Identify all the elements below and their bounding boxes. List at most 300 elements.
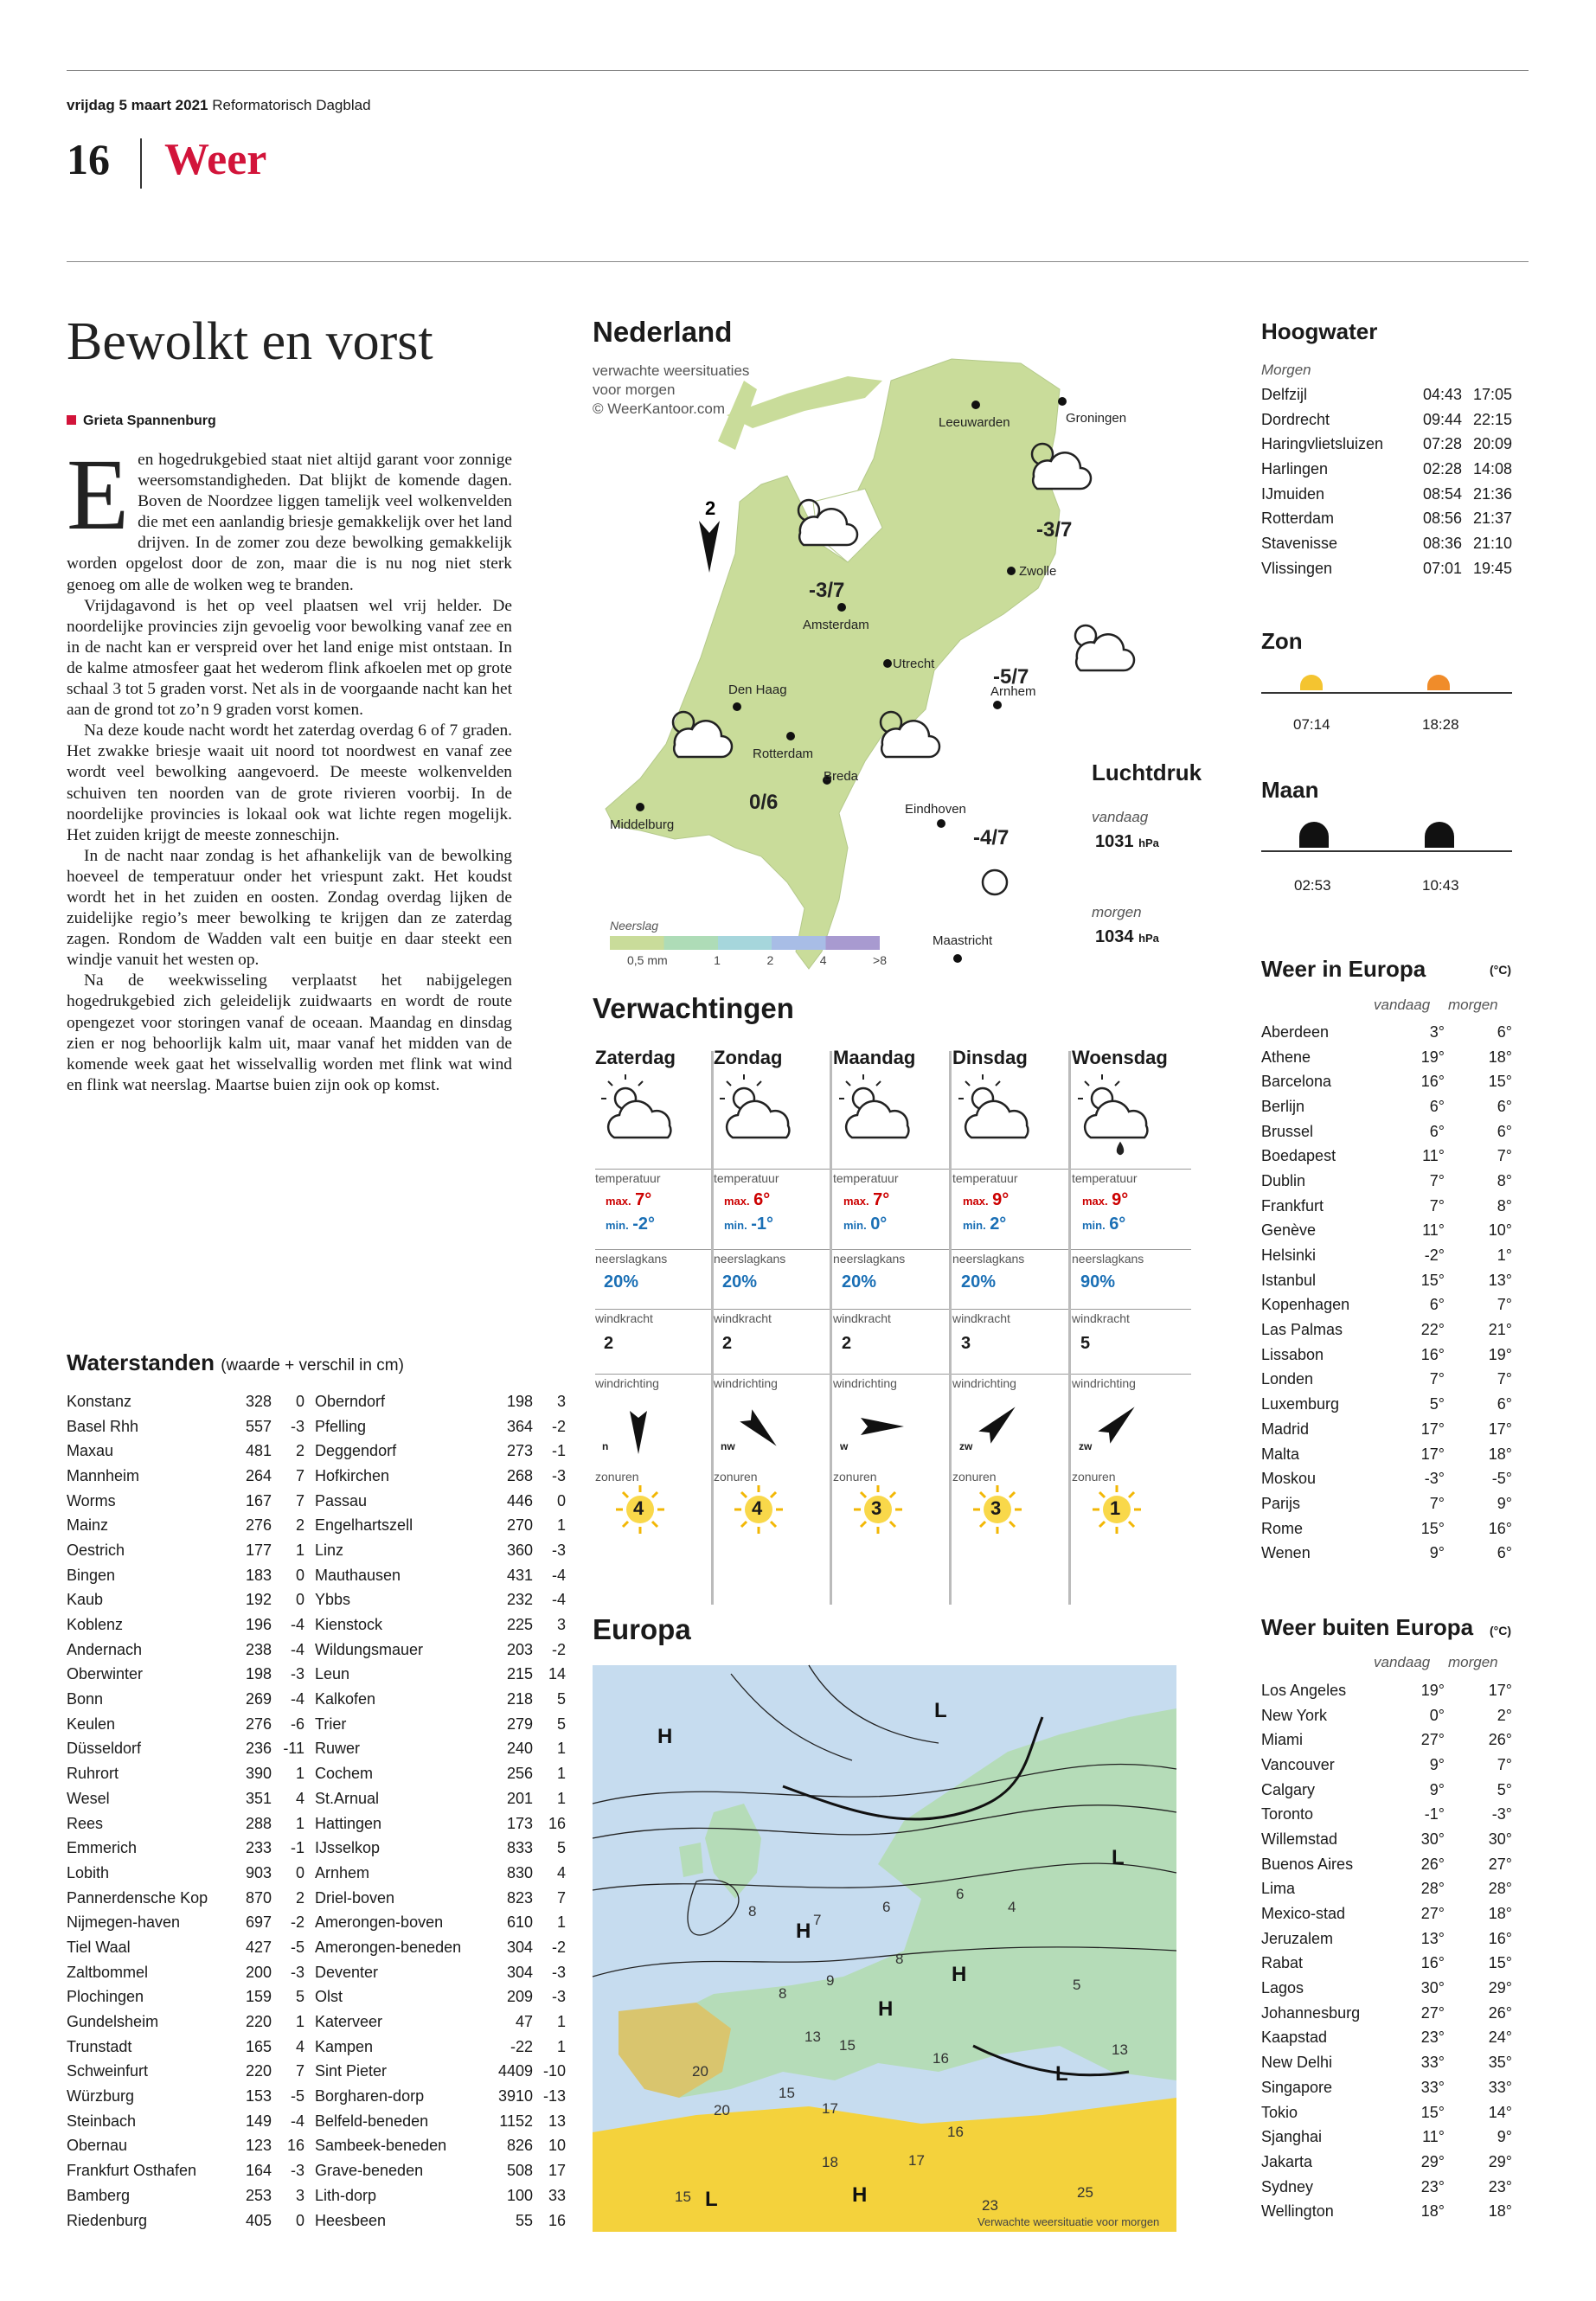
table-cell: Buenos Aires	[1261, 1855, 1354, 1873]
table-row	[1261, 1466, 1512, 1491]
table-cell: Worms	[67, 1491, 116, 1509]
sun-icon	[714, 1484, 783, 1535]
table-row	[315, 2183, 566, 2208]
table-row	[1261, 2150, 1512, 2175]
table-cell: 481	[245, 1442, 272, 1460]
table-row	[1261, 1877, 1512, 1902]
table-cell: -3	[290, 2162, 304, 2180]
table-cell: -1	[551, 1442, 566, 1460]
wind-force: 5	[1080, 1334, 1091, 1353]
table-cell: Olst	[315, 1988, 343, 2006]
table-cell: -11	[283, 1740, 304, 1758]
table-cell: Heesbeen	[315, 2211, 387, 2229]
paragraph: Vrijdagavond is het op veel plaatsen wel vrij helder. De noordelijke provincies zijn gevoelig voor bewolking vanaf zee en in de nacht kan er verspreid over het land enige mist ontstaan. In de kalme atmosfeer gaat het wederom flink afkoelen met op grote schaal 3 tot 5 graden vorst. Net als in de voorgaande nacht kan het aan de grond tot zo’n 9 graden vorst komen.	[67, 596, 512, 720]
table-row	[315, 1663, 566, 1688]
table-cell: 23°	[1420, 2177, 1445, 2195]
rain-chance: 20%	[961, 1272, 997, 1292]
table-cell: 5	[556, 1690, 566, 1708]
direction-text: nw	[721, 1440, 735, 1452]
table-cell: Gundelsheim	[67, 2013, 159, 2031]
table-cell: Deggendorf	[315, 1442, 397, 1460]
table-cell: Keulen	[67, 1715, 116, 1733]
table-cell: 9°	[1429, 1544, 1445, 1562]
table-cell: -4	[290, 1616, 304, 1634]
table-cell: 28°	[1488, 1880, 1512, 1898]
table-cell: 18°	[1488, 2202, 1512, 2221]
table-row	[315, 1439, 566, 1464]
paragraph: Na deze koude nacht wordt het zaterdag overdag 6 of 7 graden. Het zwakke briesje waait uit noord tot noordwest en vanaf zee wordt veel bewolking aangevoerd. De meeste wolkenvelden schuiven ten noorden van de grote rivieren voorbij. In de noordelijke provincies is lokaal ook wat lichte regen mogelijk. Het zuiden krijgt de meeste zonneschijn.	[67, 721, 512, 844]
table-cell: 2	[295, 1516, 304, 1535]
table-cell: Koblenz	[67, 1616, 124, 1634]
table-cell: 30°	[1420, 1830, 1445, 1848]
table-cell: -2	[551, 1417, 566, 1435]
table-cell: Basel Rhh	[67, 1417, 139, 1435]
temp-label: temperatuur	[714, 1169, 833, 1185]
maan-title: Maan	[1261, 777, 1319, 803]
city-label: Zwolle	[1019, 564, 1057, 579]
sun-hours: 3	[871, 1497, 882, 1519]
temp-label: 16	[933, 2050, 949, 2067]
table-row	[67, 1737, 304, 1762]
table-row	[315, 1638, 566, 1663]
table-cell: 5	[556, 1715, 566, 1733]
sunrise-icon	[1300, 675, 1323, 690]
table-cell: 100	[506, 2186, 533, 2204]
table-cell: 6°	[1497, 1544, 1512, 1562]
city-label: Utrecht	[893, 657, 935, 671]
pressure-label: L	[934, 1699, 947, 1722]
table-cell: Dublin	[1261, 1171, 1306, 1189]
table-cell: 6°	[1497, 1097, 1512, 1115]
table-cell: 1	[295, 1765, 304, 1783]
table-cell: -3	[551, 1988, 566, 2006]
table-cell: Barcelona	[1261, 1073, 1332, 1091]
top-rule	[67, 70, 1529, 71]
table-cell: Mexico-stad	[1261, 1905, 1346, 1923]
table-cell: Oberwinter	[67, 1665, 144, 1683]
table-cell: -4	[551, 1566, 566, 1584]
direction-label: windrichting	[595, 1374, 715, 1390]
table-cell: Maxau	[67, 1442, 114, 1460]
table-cell: 201	[506, 1789, 533, 1807]
table-cell: 3	[295, 2186, 304, 2204]
table-cell: 2	[295, 1888, 304, 1907]
table-cell: Cochem	[315, 1765, 374, 1783]
table-row	[1261, 1852, 1512, 1877]
table-row	[315, 1861, 566, 1886]
nederland-title: Nederland	[593, 316, 733, 348]
table-cell: 288	[245, 1814, 272, 1832]
table-cell: Helsinki	[1261, 1247, 1317, 1265]
table-cell: Frankfurt Osthafen	[67, 2162, 197, 2180]
table-cell: 29°	[1488, 2152, 1512, 2170]
table-cell: Calgary	[1261, 1780, 1316, 1798]
table-cell: Rabat	[1261, 1954, 1304, 1972]
sun-icon	[833, 1484, 902, 1535]
table-cell: 22:15	[1472, 410, 1512, 428]
table-cell: 15°	[1420, 1271, 1445, 1289]
table-cell: Athene	[1261, 1048, 1311, 1066]
table-cell: 196	[245, 1616, 272, 1634]
table-cell: 15°	[1420, 2103, 1445, 2121]
max-label: max.	[606, 1195, 631, 1208]
table-row	[315, 1489, 566, 1514]
table-cell: 7°	[1429, 1494, 1445, 1512]
max-label: max.	[1082, 1195, 1108, 1208]
city-label: Eindhoven	[905, 802, 966, 817]
paragraph: In de nacht naar zondag is het afhankelijk van de bewolking hoeveel de temperatuur onder het vriespunt zakt. Het koudst wordt het in het zuiden en oosten. Zondag overdag lijken de zuidelijke regio’s meer bewolking te krijgen dan ze zaterdag zagen. Rondom de Wadden valt een buitje en daar steekt een windje vanuit het westen op.	[67, 846, 512, 970]
table-row	[67, 2158, 304, 2183]
table-cell: Haringvlietsluizen	[1261, 435, 1384, 453]
sunset-icon	[1427, 675, 1450, 690]
temp-label: 4	[1008, 1899, 1016, 1915]
col-tomorrow: morgen	[1448, 1654, 1498, 1670]
table-row	[315, 1811, 566, 1836]
day-name: Woensdag	[1072, 1047, 1168, 1068]
table-cell: 3	[556, 1616, 566, 1634]
table-cell: Singapore	[1261, 2078, 1333, 2096]
table-row	[1261, 2199, 1512, 2224]
table-cell: Deventer	[315, 1963, 379, 1981]
table-cell: 264	[245, 1466, 272, 1484]
direction-label: windrichting	[952, 1374, 1072, 1390]
table-cell: 360	[506, 1541, 533, 1559]
buiten-table	[1261, 1678, 1512, 2224]
table-row	[1261, 1541, 1512, 1566]
luchtdruk-today: 1031 hPa	[1095, 832, 1159, 851]
temp-label: temperatuur	[952, 1169, 1072, 1185]
table-cell: 18°	[1488, 1048, 1512, 1066]
temp-label: temperatuur	[595, 1169, 715, 1185]
direction-text: zw	[1079, 1440, 1093, 1452]
table-cell: 833	[506, 1839, 533, 1857]
col-today: vandaag	[1374, 1654, 1431, 1670]
table-cell: Belfeld-beneden	[315, 2112, 429, 2130]
table-row	[315, 1563, 566, 1588]
table-cell: 279	[506, 1715, 533, 1733]
table-cell: 21:37	[1472, 510, 1512, 528]
table-cell: 238	[245, 1640, 272, 1658]
table-row	[1261, 1392, 1512, 1417]
min-label: min.	[963, 1219, 986, 1232]
sun-icon	[952, 1484, 1022, 1535]
day-name: Dinsdag	[952, 1047, 1028, 1068]
min-temp: -1°	[751, 1215, 773, 1234]
table-cell: -4	[290, 1690, 304, 1708]
ireland	[679, 1843, 703, 1877]
table-row	[67, 1538, 304, 1563]
table-cell: 15°	[1420, 1519, 1445, 1537]
rain-label: neerslagkans	[714, 1249, 833, 1266]
table-cell: 240	[506, 1740, 533, 1758]
table-cell: 446	[506, 1491, 533, 1509]
table-cell: 209	[506, 1988, 533, 2006]
table-cell: 1	[556, 1765, 566, 1783]
table-cell: 16°	[1488, 1519, 1512, 1537]
table-row	[1261, 2026, 1512, 2051]
table-cell: 2	[295, 1442, 304, 1460]
table-cell: 165	[245, 2037, 272, 2055]
table-cell: 18°	[1488, 1905, 1512, 1923]
temp-label: 7	[813, 1912, 822, 1928]
table-cell: 405	[245, 2211, 272, 2229]
table-cell: 24°	[1488, 2029, 1512, 2047]
table-cell: 903	[245, 1863, 272, 1881]
hoogwater-sub: Morgen	[1261, 362, 1311, 378]
header-divider	[140, 138, 142, 189]
table-cell: Trier	[315, 1715, 347, 1733]
table-cell: 0	[295, 1591, 304, 1609]
table-cell: 192	[245, 1591, 272, 1609]
table-row	[67, 1588, 304, 1613]
table-cell: 14	[548, 1665, 566, 1683]
sun-cloud-icon	[595, 1073, 690, 1150]
table-cell: Konstanz	[67, 1392, 132, 1410]
table-row	[315, 1588, 566, 1613]
table-cell: Pfelling	[315, 1417, 367, 1435]
table-cell: -4	[551, 1591, 566, 1609]
wind-force: 2	[842, 1334, 852, 1353]
table-cell: Tiel Waal	[67, 1938, 131, 1956]
table-cell: 16	[286, 2137, 304, 2155]
luchtdruk-today-label: vandaag	[1092, 809, 1149, 825]
table-cell: 123	[245, 2137, 272, 2155]
sun-hours: 4	[752, 1497, 763, 1519]
city-label: Rotterdam	[753, 747, 814, 761]
table-cell: 08:36	[1422, 534, 1462, 552]
table-cell: 830	[506, 1863, 533, 1881]
table-cell: -5	[290, 1938, 304, 1956]
direction-text: zw	[959, 1440, 973, 1452]
table-cell: 0	[295, 1566, 304, 1584]
table-cell: 304	[506, 1963, 533, 1981]
min-label: min.	[843, 1219, 867, 1232]
table-cell: Kopenhagen	[1261, 1296, 1350, 1314]
paragraph: Na de weekwisseling verplaatst het nabijgelegen hogedrukgebied zich geleidelijk zuidwaarts en wordt de route opengezet voor storingen vanaf de oceaan. Maandag en dinsdag zien er nog behoorlijk kalm uit, maar vanaf het midden van de komende week gaat het wisselvallig worden met flink wat wind en flink wat neerslag. Maartse buien zijn ook op komst.	[67, 971, 512, 1094]
temp-label: temperatuur	[1072, 1169, 1191, 1185]
temp-label: -3/7	[809, 579, 845, 602]
table-row	[1261, 1802, 1512, 1827]
table-row	[1261, 1901, 1512, 1926]
table-cell: 6°	[1497, 1122, 1512, 1140]
table-cell: Arnhem	[315, 1863, 370, 1881]
table-cell: 26°	[1488, 1731, 1512, 1749]
table-cell: 7	[295, 1491, 304, 1509]
table-cell: Sambeek-beneden	[315, 2137, 447, 2155]
city-label: Middelburg	[610, 817, 675, 832]
table-row	[67, 1786, 304, 1811]
sun-icon	[595, 1484, 664, 1535]
table-row	[1261, 1268, 1512, 1293]
temp-label: 20	[692, 2063, 708, 2080]
table-row	[315, 1464, 566, 1489]
table-cell: Würzburg	[67, 2087, 135, 2106]
table-row	[1261, 1094, 1512, 1119]
temp-label: 6	[882, 1899, 891, 1915]
table-cell: IJsselkop	[315, 1839, 381, 1857]
table-cell: -2	[290, 1913, 304, 1932]
wind-arrow-icon	[699, 521, 720, 573]
table-cell: -10	[542, 2062, 566, 2080]
table-cell: 9°	[1429, 1780, 1445, 1798]
table-cell: 18°	[1488, 1445, 1512, 1463]
article-body	[67, 438, 512, 1096]
table-cell: 07:28	[1422, 435, 1462, 453]
table-cell: Nijmegen-haven	[67, 1913, 181, 1932]
table-row	[67, 1960, 304, 1985]
table-cell: 183	[245, 1566, 272, 1584]
table-cell: Riedenburg	[67, 2211, 148, 2229]
luchtdruk-tomorrow: 1034 hPa	[1095, 927, 1159, 946]
temp-label: 18	[822, 2154, 838, 2170]
table-cell: Grave-beneden	[315, 2162, 424, 2180]
city-label: Maastricht	[933, 933, 993, 948]
table-cell: 236	[245, 1740, 272, 1758]
table-cell: 6°	[1429, 1296, 1445, 1314]
table-cell: Sjanghai	[1261, 2128, 1323, 2146]
table-row	[67, 1439, 304, 1464]
zon-horizon	[1261, 692, 1512, 694]
sunrise-time: 07:14	[1293, 716, 1330, 733]
table-cell: 220	[245, 2062, 272, 2080]
table-cell: Berlijn	[1261, 1097, 1305, 1115]
table-cell: 22°	[1420, 1321, 1445, 1339]
table-row	[67, 1836, 304, 1861]
table-row	[67, 1811, 304, 1836]
table-row	[1261, 1045, 1512, 1070]
temp-label: 25	[1077, 2184, 1093, 2201]
table-cell: 164	[245, 2162, 272, 2180]
table-cell: 8°	[1497, 1196, 1512, 1215]
temp-label: 6	[956, 1886, 965, 1902]
wind-label: windkracht	[1072, 1309, 1191, 1325]
city-label: Amsterdam	[803, 618, 869, 632]
table-row	[1261, 1827, 1512, 1852]
table-row	[1261, 2050, 1512, 2075]
table-row	[1261, 1169, 1512, 1194]
table-cell: New York	[1261, 1706, 1328, 1724]
table-row	[1261, 1703, 1512, 1728]
table-cell: 5	[295, 1988, 304, 2006]
day-name: Zondag	[714, 1047, 783, 1068]
table-cell: 4	[295, 1789, 304, 1807]
table-cell: St.Arnual	[315, 1789, 380, 1807]
sun-hours: 4	[633, 1497, 644, 1519]
temp-label: 9	[826, 1972, 835, 1989]
table-cell: 23°	[1488, 2177, 1512, 2195]
city-label: Groningen	[1066, 411, 1127, 426]
table-cell: 4409	[497, 2062, 533, 2080]
table-cell: Engelhartszell	[315, 1516, 413, 1535]
table-cell: 21°	[1488, 1321, 1512, 1339]
table-cell: 13	[548, 2112, 566, 2130]
table-cell: 198	[506, 1392, 533, 1410]
sun-label: zonuren	[1072, 1470, 1116, 1484]
table-cell: 826	[506, 2137, 533, 2155]
nederland-subtitle: verwachte weersituaties voor morgen © WeerKantoor.com	[593, 362, 750, 417]
table-row	[315, 2009, 566, 2035]
table-cell: Ruwer	[315, 1740, 361, 1758]
sun-label: zonuren	[595, 1470, 639, 1484]
table-row	[67, 1712, 304, 1737]
table-cell: 17°	[1420, 1420, 1445, 1438]
table-row	[1261, 382, 1512, 407]
pressure-label: H	[852, 2183, 868, 2207]
max-label: max.	[843, 1195, 869, 1208]
max-label: max.	[963, 1195, 989, 1208]
table-row	[1261, 1343, 1512, 1368]
direction-text: n	[602, 1440, 609, 1452]
table-cell: 304	[506, 1938, 533, 1956]
temp-label: 8	[895, 1951, 904, 1967]
table-cell: 7°	[1429, 1196, 1445, 1215]
buiten-table-title: Weer buiten Europa	[1261, 1614, 1474, 1640]
table-cell: 177	[245, 1541, 272, 1559]
table-row	[315, 2109, 566, 2134]
table-cell: 4	[556, 1863, 566, 1881]
table-row	[315, 2208, 566, 2234]
table-cell: 269	[245, 1690, 272, 1708]
table-row	[1261, 1368, 1512, 1393]
table-row	[315, 1786, 566, 1811]
buiten-unit: (°C)	[1490, 1624, 1512, 1638]
table-cell: Lima	[1261, 1880, 1296, 1898]
table-cell: 557	[245, 1417, 272, 1435]
table-cell: Schweinfurt	[67, 2062, 149, 2080]
table-row	[1261, 1219, 1512, 1244]
table-cell: Mainz	[67, 1516, 109, 1535]
wind-label: windkracht	[595, 1309, 715, 1325]
table-cell: Kienstock	[315, 1616, 383, 1634]
neerslag-legend-bar	[610, 936, 880, 950]
table-cell: 33°	[1420, 2054, 1445, 2072]
table-cell: Bamberg	[67, 2186, 131, 2204]
rain-cloud-icon	[1072, 1073, 1167, 1150]
forecast-day	[714, 1047, 833, 1535]
table-cell: 351	[245, 1789, 272, 1807]
table-cell: 0	[295, 1392, 304, 1410]
direction-label: windrichting	[833, 1374, 952, 1390]
europa-map	[593, 1665, 1176, 2232]
table-cell: -2	[551, 1938, 566, 1956]
table-cell: 33°	[1420, 2078, 1445, 2096]
table-row	[67, 2183, 304, 2208]
article-title: Bewolkt en vorst	[67, 312, 433, 371]
table-cell: 21:10	[1472, 534, 1512, 552]
table-cell: Aberdeen	[1261, 1022, 1330, 1041]
table-row	[1261, 1069, 1512, 1094]
table-cell: Oberndorf	[315, 1392, 386, 1410]
table-cell: 1152	[499, 2112, 533, 2130]
table-cell: 1	[556, 2037, 566, 2055]
waterstanden-table-1	[67, 1389, 304, 2233]
table-cell: Leun	[315, 1665, 350, 1683]
min-temp: -2°	[632, 1215, 655, 1234]
table-cell: Jakarta	[1261, 2152, 1313, 2170]
table-cell: 17:05	[1472, 385, 1512, 403]
table-row	[67, 1612, 304, 1638]
table-cell: Rotterdam	[1261, 510, 1335, 528]
table-cell: 6°	[1429, 1097, 1445, 1115]
table-cell: Hofkirchen	[315, 1466, 390, 1484]
table-row	[1261, 2001, 1512, 2026]
table-row	[1261, 556, 1512, 581]
rain-chance: 20%	[842, 1272, 877, 1292]
table-row	[315, 1612, 566, 1638]
table-cell: -2°	[1424, 1247, 1445, 1265]
table-row	[1261, 2175, 1512, 2200]
table-cell: 0	[295, 1863, 304, 1881]
